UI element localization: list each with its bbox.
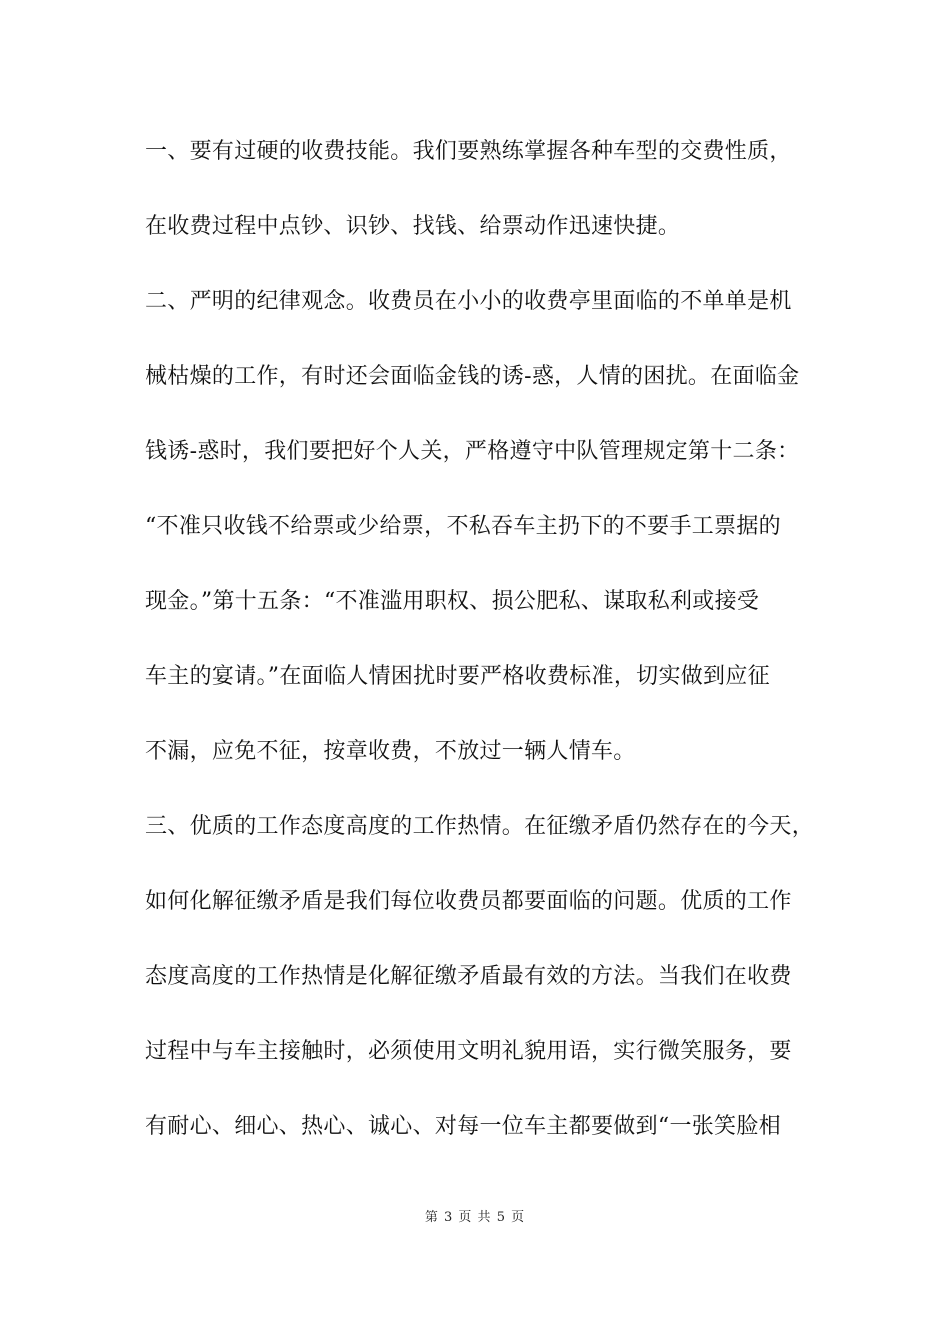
text-line: 械枯燥的工作，有时还会面临金钱的诱-惑，人情的困扰。在面临金 xyxy=(145,364,800,389)
page-footer: 第 3 页 共 5 页 xyxy=(424,1210,526,1225)
text-line: 二、严明的纪律观念。收费员在小小的收费亭里面临的不单单是机 xyxy=(145,289,792,314)
text-line: 如何化解征缴矛盾是我们每位收费员都要面临的问题。优质的工作 xyxy=(145,889,792,914)
text-line: 钱诱-惑时，我们要把好个人关，严格遵守中队管理规定第十二条： xyxy=(145,439,800,464)
text-line: 三、优质的工作态度高度的工作热情。在征缴矛盾仍然存在的今天， xyxy=(145,814,815,839)
text-line: 过程中与车主接触时，必须使用文明礼貌用语，实行微笑服务，要 xyxy=(145,1039,792,1064)
text-line: 态度高度的工作热情是化解征缴矛盾最有效的方法。当我们在收费 xyxy=(145,964,792,989)
text-line: 现金。”第十五条：“不准滥用职权、损公肥私、谋取私利或接受 xyxy=(145,589,760,614)
text-line: 一、要有过硬的收费技能。我们要熟练掌握各种车型的交费性质， xyxy=(145,139,792,164)
text-line: “不准只收钱不给票或少给票，不私吞车主扔下的不要手工票据的 xyxy=(145,514,781,539)
text-line: 车主的宴请。”在面临人情困扰时要严格收费标准，切实做到应征 xyxy=(145,664,770,689)
document-body xyxy=(145,128,835,1178)
text-line: 在收费过程中点钞、识钞、找钱、给票动作迅速快捷。 xyxy=(145,214,681,239)
text-line: 有耐心、细心、热心、诚心、对每一位车主都要做到“一张笑脸相 xyxy=(145,1114,781,1139)
text-line: 不漏，应免不征，按章收费，不放过一辆人情车。 xyxy=(145,739,636,764)
